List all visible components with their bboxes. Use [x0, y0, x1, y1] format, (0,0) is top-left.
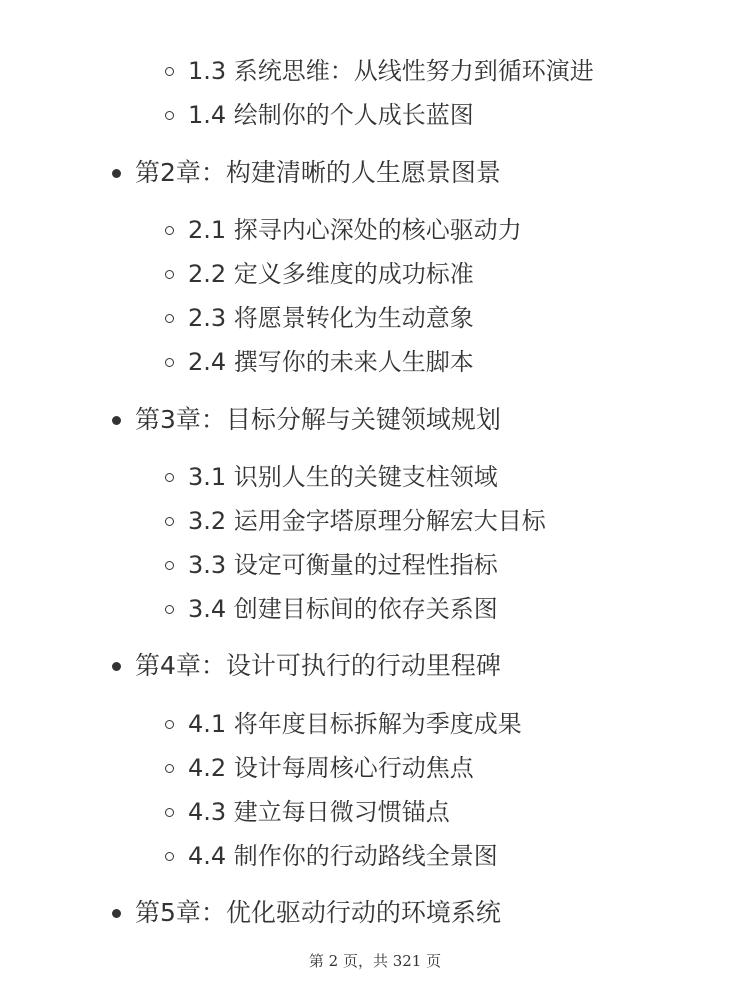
section-item [0, 591, 750, 627]
section-item [0, 53, 750, 89]
chapter-item [0, 155, 750, 191]
section-title: 2.2 定义多维度的成功标准 [188, 260, 474, 288]
circle-bullet-icon [165, 605, 174, 614]
section-title: 4.1 将年度目标拆解为季度成果 [188, 710, 522, 738]
section-title: 1.3 系统思维：从线性努力到循环演进 [188, 57, 594, 85]
circle-bullet-icon [165, 808, 174, 817]
section-item [0, 503, 750, 539]
section-title: 1.4 绘制你的个人成长蓝图 [188, 101, 474, 129]
chapter-item [0, 895, 750, 931]
section-title: 4.2 设计每周核心行动焦点 [188, 754, 474, 782]
section-item [0, 750, 750, 786]
section-item [0, 300, 750, 336]
section-item [0, 706, 750, 742]
circle-bullet-icon [165, 473, 174, 482]
section-title: 3.4 创建目标间的依存关系图 [188, 595, 498, 623]
circle-bullet-icon [165, 517, 174, 526]
section-title: 2.3 将愿景转化为生动意象 [188, 304, 474, 332]
section-item [0, 344, 750, 380]
circle-bullet-icon [165, 111, 174, 120]
section-item [0, 256, 750, 292]
section-item [0, 838, 750, 874]
circle-bullet-icon [165, 358, 174, 367]
section-title: 3.2 运用金字塔原理分解宏大目标 [188, 507, 546, 535]
circle-bullet-icon [165, 764, 174, 773]
circle-bullet-icon [165, 67, 174, 76]
section-item [0, 459, 750, 495]
circle-bullet-icon [165, 720, 174, 729]
section-title: 4.4 制作你的行动路线全景图 [188, 842, 498, 870]
chapter-item [0, 402, 750, 438]
page-number-footer: 第 2 页，共 321 页 [308, 952, 442, 970]
section-title: 3.3 设定可衡量的过程性指标 [188, 551, 498, 579]
section-title: 4.3 建立每日微习惯锚点 [188, 798, 450, 826]
circle-bullet-icon [165, 852, 174, 861]
section-title: 2.1 探寻内心深处的核心驱动力 [188, 216, 522, 244]
section-title: 3.1 识别人生的关键支柱领域 [188, 463, 498, 491]
chapter-title: 第4章：设计可执行的行动里程碑 [135, 651, 501, 680]
disc-bullet-icon [112, 662, 121, 671]
section-item [0, 97, 750, 133]
chapter-title: 第2章：构建清晰的人生愿景图景 [135, 158, 501, 187]
circle-bullet-icon [165, 226, 174, 235]
disc-bullet-icon [112, 416, 121, 425]
section-item [0, 547, 750, 583]
circle-bullet-icon [165, 314, 174, 323]
chapter-item [0, 648, 750, 684]
chapter-title: 第3章：目标分解与关键领域规划 [135, 405, 501, 434]
chapter-title: 第5章：优化驱动行动的环境系统 [135, 898, 501, 927]
disc-bullet-icon [112, 909, 121, 918]
section-item [0, 212, 750, 248]
disc-bullet-icon [112, 169, 121, 178]
circle-bullet-icon [165, 561, 174, 570]
section-item [0, 794, 750, 830]
circle-bullet-icon [165, 270, 174, 279]
section-title: 2.4 撰写你的未来人生脚本 [188, 348, 474, 376]
